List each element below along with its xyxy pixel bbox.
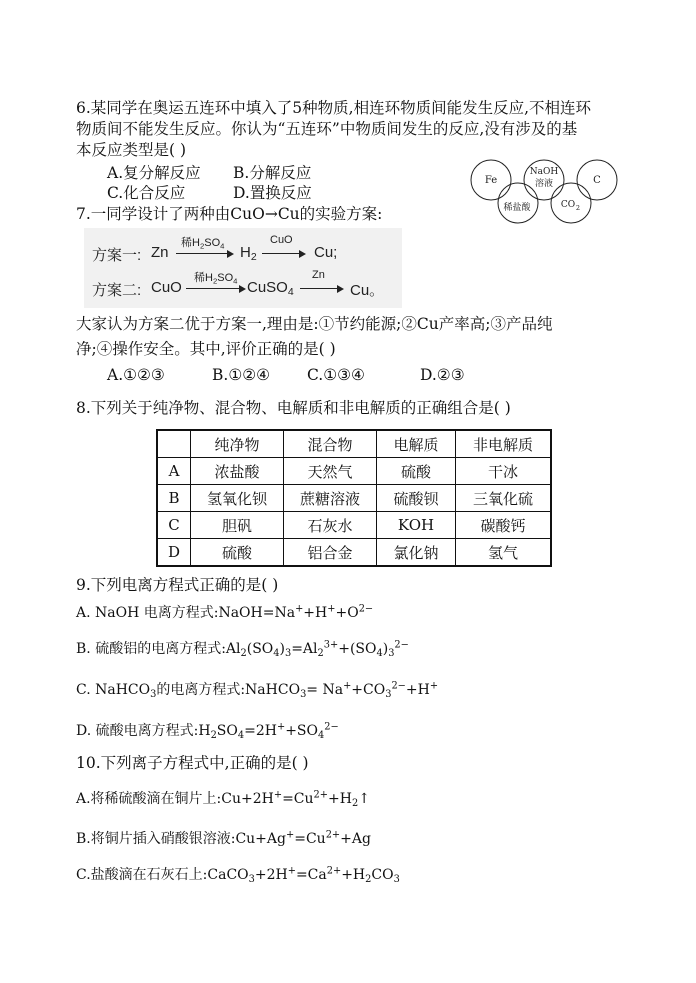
q6-option-d: D.置换反应	[233, 184, 312, 202]
scheme-2-middle: CuSO$_4$	[247, 279, 294, 299]
q8-table	[156, 429, 552, 567]
q7-option-d: D.②③	[420, 366, 465, 384]
q7-scheme-box	[84, 228, 402, 308]
scheme-2-end: Cu。	[350, 282, 385, 299]
q9-option-c: C. NaHCO$_3$的电离方程式:NaHCO$_3$= $Na^++CO_3^{2-}+H^+$	[76, 680, 439, 700]
ring-label-hcl: 稀盐酸	[503, 203, 531, 213]
table-row	[157, 539, 551, 567]
q6-option-b: B.分解反应	[233, 164, 312, 182]
scheme-1-reagent-1: 稀$H_2SO_4$	[181, 237, 225, 251]
scheme-2-start: CuO	[151, 279, 182, 296]
scheme-1-middle: $H_2$	[240, 244, 257, 264]
table-header-cell: 纯净物	[191, 430, 284, 458]
table-cell: 氢气	[456, 539, 552, 567]
q9-option-a: A. NaOH 电离方程式$:NaOH=Na^++H^++O^{2-}$	[76, 603, 374, 621]
table-cell: 碳酸钙	[456, 512, 552, 539]
table-cell: 天然气	[284, 458, 377, 485]
ring-label-fe: Fe	[484, 175, 498, 186]
table-row	[157, 458, 551, 485]
q6-line-2: 物质间不能发生反应。你认为“五连环”中物质间发生的反应,没有涉及的基	[76, 120, 578, 138]
table-cell: 浓盐酸	[191, 458, 284, 485]
table-header-cell: 混合物	[284, 430, 377, 458]
table-cell: 石灰水	[284, 512, 377, 539]
scheme-2-reagent-2: Zn	[312, 269, 325, 281]
table-row	[157, 485, 551, 512]
olympic-rings-diagram	[464, 150, 624, 230]
table-cell: C	[157, 512, 191, 539]
q6-line-1: 6.某同学在奥运五连环中填入了5种物质,相连环物质间能发生反应,不相连环	[76, 99, 592, 117]
q10-stem: 10.下列离子方程式中,正确的是( )	[76, 754, 309, 772]
scheme-2-arrow-1	[186, 288, 244, 289]
table-cell: A	[157, 458, 191, 485]
table-cell: 氯化钠	[377, 539, 456, 567]
table-cell: B	[157, 485, 191, 512]
table-header-cell	[157, 430, 191, 458]
table-cell: 蔗糖溶液	[284, 485, 377, 512]
ring-label-co2-sub: 2	[575, 204, 581, 212]
scheme-1-label: 方案一:	[92, 247, 142, 264]
q8-stem: 8.下列关于纯净物、混合物、电解质和非电解质的正确组合是( )	[76, 399, 511, 417]
q6-option-c: C.化合反应	[107, 184, 186, 202]
table-cell: 硫酸	[377, 458, 456, 485]
table-cell: 三氧化硫	[456, 485, 552, 512]
table-cell: 硫酸钡	[377, 485, 456, 512]
q6-option-a: A.复分解反应	[107, 164, 201, 182]
ring-label-solution: 溶液	[534, 179, 554, 189]
table-cell: 铝合金	[284, 539, 377, 567]
table-cell: 干冰	[456, 458, 552, 485]
table-cell: KOH	[377, 512, 456, 539]
table-cell: 氢氧化钡	[191, 485, 284, 512]
table-cell: 胆矾	[191, 512, 284, 539]
q10-option-a: A.将稀硫酸滴在铜片上$:Cu+2H^+=Cu^{2+}+H_2↑$	[76, 789, 370, 809]
scheme-1-arrow-2	[262, 253, 304, 254]
table-row	[157, 512, 551, 539]
table-cell: 硫酸	[191, 539, 284, 567]
table-header-cell: 电解质	[377, 430, 456, 458]
table-cell: D	[157, 539, 191, 567]
q9-option-d: D. 硫酸电离方程式$:H_2SO_4=2H^++SO_4^{2-}$	[76, 721, 339, 741]
scheme-1-end: Cu;	[314, 244, 338, 261]
ring-label-naoh: NaOH	[529, 167, 559, 177]
ring-label-co: CO	[560, 200, 576, 210]
q7-option-a: A.①②③	[107, 366, 165, 384]
scheme-2-arrow-2	[300, 288, 342, 289]
q7-reason-line-2: 净;④操作安全。其中,评价正确的是( )	[76, 340, 336, 358]
q7-stem: 7.一同学设计了两种由CuO→Cu的实验方案:	[76, 205, 383, 223]
scheme-2-reagent-1: 稀$H_2SO_4$	[194, 272, 238, 286]
table-header-row	[157, 430, 551, 458]
q7-option-c: C.①③④	[307, 366, 365, 384]
q7-reason-line-1: 大家认为方案二优于方案一,理由是:①节约能源;②Cu产率高;③产品纯	[76, 315, 553, 333]
q10-option-c: C.盐酸滴在石灰石上$:CaCO_3+2H^+=Ca^{2+}+H_2CO_3$	[76, 865, 400, 885]
scheme-1-arrow-1	[176, 253, 232, 254]
q9-option-b: B. 硫酸铝的电离方程式$:Al_2(SO_4)_3=Al_2^{3+}+(SO_4)_3^{2-}$	[76, 639, 409, 659]
scheme-2-label: 方案二:	[92, 282, 142, 299]
q10-option-b: B.将铜片插入硝酸银溶液$:Cu+Ag^+=Cu^{2+}+Ag$	[76, 829, 371, 847]
q7-option-b: B.①②④	[212, 366, 271, 384]
table-header-cell: 非电解质	[456, 430, 552, 458]
scheme-1-reagent-2: CuO	[270, 234, 293, 246]
ring-label-c: C	[593, 175, 601, 186]
q6-line-3: 本反应类型是( )	[76, 141, 187, 159]
scheme-1-start: Zn	[151, 244, 169, 261]
q9-stem: 9.下列电离方程式正确的是( )	[76, 576, 279, 594]
